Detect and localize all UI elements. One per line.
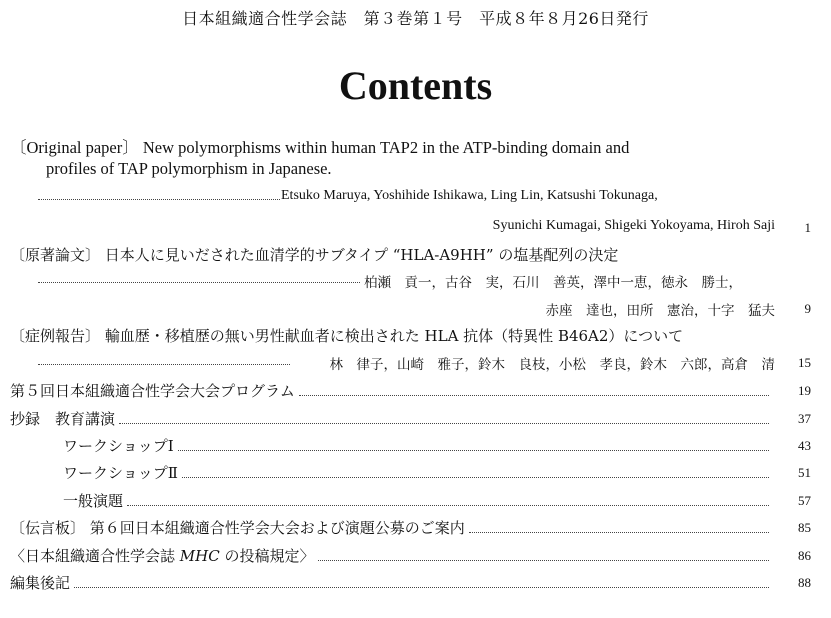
entry-2-title[interactable]: 〔原著論文〕 日本人に見いだされた血清学的サブタイプ “HLA-A9HH” の塩基配列の決定 (10, 246, 619, 264)
entry-7-leader (182, 477, 769, 478)
entry-1-authors-2: Syunichi Kumagai, Shigeki Yokoyama, Hiroh Saji (492, 218, 775, 233)
entry-1-title-cont[interactable]: profiles of TAP polymorphism in Japanese. (46, 159, 332, 178)
entry-3-page: 15 (798, 355, 811, 370)
entry-4-label: 第５回日本組織適合性学会大会プログラム (10, 382, 295, 400)
entry-2-page: 9 (804, 301, 811, 316)
entry-8-page: 57 (798, 493, 811, 508)
entry-10-page: 86 (798, 548, 811, 563)
entry-1-authors-1: Etsuko Maruya, Yoshihide Ishikawa, Ling Lin, Katsushi Tokunaga, (281, 188, 658, 203)
entry-6-label: ワークショップⅠ (63, 437, 174, 455)
entry-10-leader (318, 560, 769, 561)
entry-6-page: 43 (798, 438, 811, 453)
entry-9-leader (469, 532, 769, 533)
entry-2-leader (38, 282, 360, 283)
entry-5-page: 37 (798, 411, 811, 426)
entry-11[interactable] (10, 572, 775, 593)
entry-2-authors-1: 柏瀬 貢一，古谷 実，石川 善英，澤中一恵，徳永 勝士， (364, 275, 742, 291)
entry-5[interactable] (10, 408, 775, 429)
entry-10[interactable] (10, 545, 775, 566)
entry-4[interactable] (10, 380, 775, 401)
entry-3-leader (38, 364, 290, 365)
entry-11-leader (74, 587, 769, 588)
entry-4-leader (299, 395, 769, 396)
entry-7-label: ワークショップⅡ (63, 464, 178, 482)
entry-7-page: 51 (798, 465, 811, 480)
entry-7[interactable] (63, 462, 775, 483)
entry-6[interactable] (63, 435, 775, 456)
entry-11-page: 88 (798, 575, 811, 590)
journal-header: 日本組織適合性学会誌 第３巻第１号 平成８年８月26日発行 (182, 9, 649, 28)
entry-3-title[interactable]: 〔症例報告〕 輸血歴・移植歴の無い男性献血者に検出された HLA 抗体（特異性 B46A2）について (10, 327, 684, 345)
entry-9[interactable] (10, 517, 775, 538)
entry-6-leader (178, 450, 769, 451)
entry-5-leader (119, 423, 769, 424)
entry-8-label: 一般演題 (63, 492, 124, 510)
entry-1-leader (38, 199, 280, 200)
entry-1-title[interactable]: 〔Original paper〕 New polymorphisms within human TAP2 in the ATP-binding domain and (10, 138, 630, 157)
entry-3-authors: 林 律子，山崎 雅子，鈴木 良枝，小松 孝良，鈴木 六郎，高倉 清 (329, 357, 775, 373)
entry-11-label: 編集後記 (10, 574, 71, 592)
entry-10-label: 〈日本組織適合性学会誌 MHC の投稿規定〉 (10, 547, 315, 565)
page-title: Contents (338, 63, 493, 108)
entry-9-page: 85 (798, 520, 811, 535)
entry-4-page: 19 (798, 383, 811, 398)
entry-8[interactable] (63, 490, 775, 511)
entry-5-label: 抄録 教育講演 (10, 410, 116, 428)
entry-1-page: 1 (804, 220, 811, 235)
entry-2-authors-2: 赤座 達也，田所 憲治，十字 猛夫 (545, 303, 775, 319)
entry-9-label: 〔伝言板〕 第６回日本組織適合性学会大会および演題公募のご案内 (10, 519, 465, 537)
entry-8-leader (127, 505, 769, 506)
